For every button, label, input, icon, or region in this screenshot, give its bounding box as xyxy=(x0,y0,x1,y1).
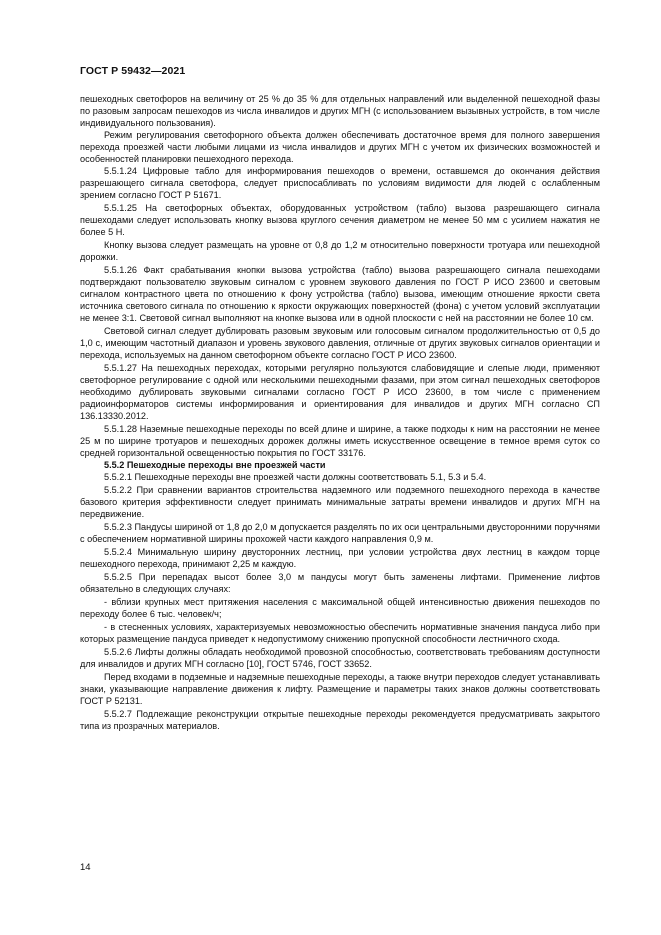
paragraph-5-5-1-24: 5.5.1.24 Цифровые табло для информирования пешеходов о времени, оставшемся до окончания действия разрешающего сигнала светофора, следует приспосабливать по условиям видимости для людей с ослабленным зрением согласно ГОСТ Р 51671. xyxy=(80,165,600,200)
paragraph-5-5-1-26: 5.5.1.26 Факт срабатывания кнопки вызова устройства (табло) вызова разрешающего сигнала пешеходами подтверждают пользователю звуковым сигналом с уровнем звукового давления по ГОСТ Р ИСО 23600 и световым сигналом контрастного цвета по отношению к фону устройства (табло) вызова, имеющим отношение яркости света источника светового сигнала по отношению к яркости окружающих поверхностей (фона) с учетом условий эксплуатации не менее 3:1. Световой сигнал выполняют на кнопке вызова или в одной плоскости с ней на расстоянии не более 10 см. xyxy=(80,264,600,323)
section-heading-5-5-2: 5.5.2 Пешеходные переходы вне проезжей части xyxy=(104,459,326,470)
paragraph-5-5-1-28: 5.5.1.28 Наземные пешеходные переходы по всей длине и ширине, а также подходы к ним на расстоянии не менее 25 м по ширине тротуаров и пешеходных дорожек должны иметь искусственное освещение в темное время суток со средней горизонтальной освещенностью покрытия по ГОСТ 33176. xyxy=(80,423,600,458)
list-item-constrained-conditions: - в стесненных условиях, характеризуемых невозможностью обеспечить нормативные значения пандуса либо при которых размещение пандуса приведет к недопустимому снижению пропускной способности лестничного схода. xyxy=(80,622,600,645)
paragraph-5-5-1-25: 5.5.1.25 На светофорных объектах, оборудованных устройством (табло) вызова разрешающего сигнала пешеходами следует использовать кнопку вызова круглого сечения диаметром не менее 50 мм с усилием нажатия не более 5 Н. xyxy=(80,202,600,237)
paragraph-elevator-signs: Перед входами в подземные и надземные пешеходные переходы, а также внутри переходов следует устанавливать знаки, указывающие направление движения к лифту. Размещение и параметры таких знаков должны соответствовать ГОСТ Р 52131. xyxy=(80,672,600,707)
paragraph-5-5-2-7: 5.5.2.7 Подлежащие реконструкции открытые пешеходные переходы рекомендуется предусматривать закрытого типа из прозрачных материалов. xyxy=(80,709,600,732)
paragraph-5-5-2-3: 5.5.2.3 Пандусы шириной от 1,8 до 2,0 м допускается разделять по их оси центральными двусторонними поручнями с обеспечением нормативной ширины прохожей части каждого направления 0,9 м. xyxy=(80,521,600,544)
paragraph-continuation: пешеходных светофоров на величину от 25 % до 35 % для отдельных направлений или выделенной пешеходной фазы по разовым запросам пешеходов из числа инвалидов и других МГН (с использованием вызывных устройств, в том числе индивидуального пользования). xyxy=(80,94,600,128)
paragraph-call-button-height: Кнопку вызова следует размещать на уровне от 0,8 до 1,2 м относительно поверхности тротуара или пешеходной дорожки. xyxy=(80,239,600,262)
document-header-title: ГОСТ Р 59432—2021 xyxy=(80,65,186,77)
paragraph-5-5-1-27: 5.5.1.27 На пешеходных переходах, которыми регулярно пользуются слабовидящие и слепые люди, применяют светофорное регулирование с одной или несколькими пешеходными фазами, при этом сигнал пешеходных светофоров необходимо дублировать звуковыми сигналами согласно ГОСТ Р ИСО 23600, в том числе с применением радиоинформаторов системы информирования и ориентирования для инвалидов и других МГН согласно СП 136.13330.2012. xyxy=(80,362,600,421)
paragraph-light-signal-duplication: Световой сигнал следует дублировать разовым звуковым или голосовым сигналом продолжительностью от 0,5 до 1,0 с, имеющим частотный диапазон и уровень звукового давления, отличные от других звуковых сигналов ориентации и перехода, используемых на данном светофорном объекте согласно ГОСТ Р ИСО 23600. xyxy=(80,325,600,360)
paragraph-5-5-2-2: 5.5.2.2 При сравнении вариантов строительства надземного или подземного пешеходного перехода в качестве базового критерия эффективности следует принимать минимальные затраты времени инвалидов и других МГН на передвижение. xyxy=(80,484,600,519)
paragraph-signal-regime: Режим регулирования светофорного объекта должен обеспечивать достаточное время для полного завершения перехода проезжей части любыми лицами из числа инвалидов и других МГН с учетом их физических возможностей и особенностей планировки пешеходного перехода. xyxy=(80,129,600,164)
paragraph-5-5-2-1: 5.5.2.1 Пешеходные переходы вне проезжей части должны соответствовать 5.1, 5.3 и 5.4. xyxy=(104,471,487,482)
paragraph-5-5-2-6: 5.5.2.6 Лифты должны обладать необходимой провозной способностью, соответствовать требованиям доступности для инвалидов и других МГН согласно [10], ГОСТ 5746, ГОСТ 33652. xyxy=(80,647,600,670)
paragraph-5-5-2-5: 5.5.2.5 При перепадах высот более 3,0 м пандусы могут быть заменены лифтами. Применение лифтов обязательно в следующих случаях: xyxy=(80,572,600,594)
paragraph-5-5-2-4: 5.5.2.4 Минимальную ширину двусторонних лестниц, при условии устройства двух лестниц в каждом торце пешеходного перехода, принимают 2,25 м каждую. xyxy=(80,546,600,569)
list-item-large-attraction: - вблизи крупных мест притяжения населения с максимальной общей интенсивностью движения пешеходов по переходу более 6 тыс. человек/ч; xyxy=(80,597,600,620)
document-body xyxy=(80,94,600,733)
page-number: 14 xyxy=(80,862,91,873)
